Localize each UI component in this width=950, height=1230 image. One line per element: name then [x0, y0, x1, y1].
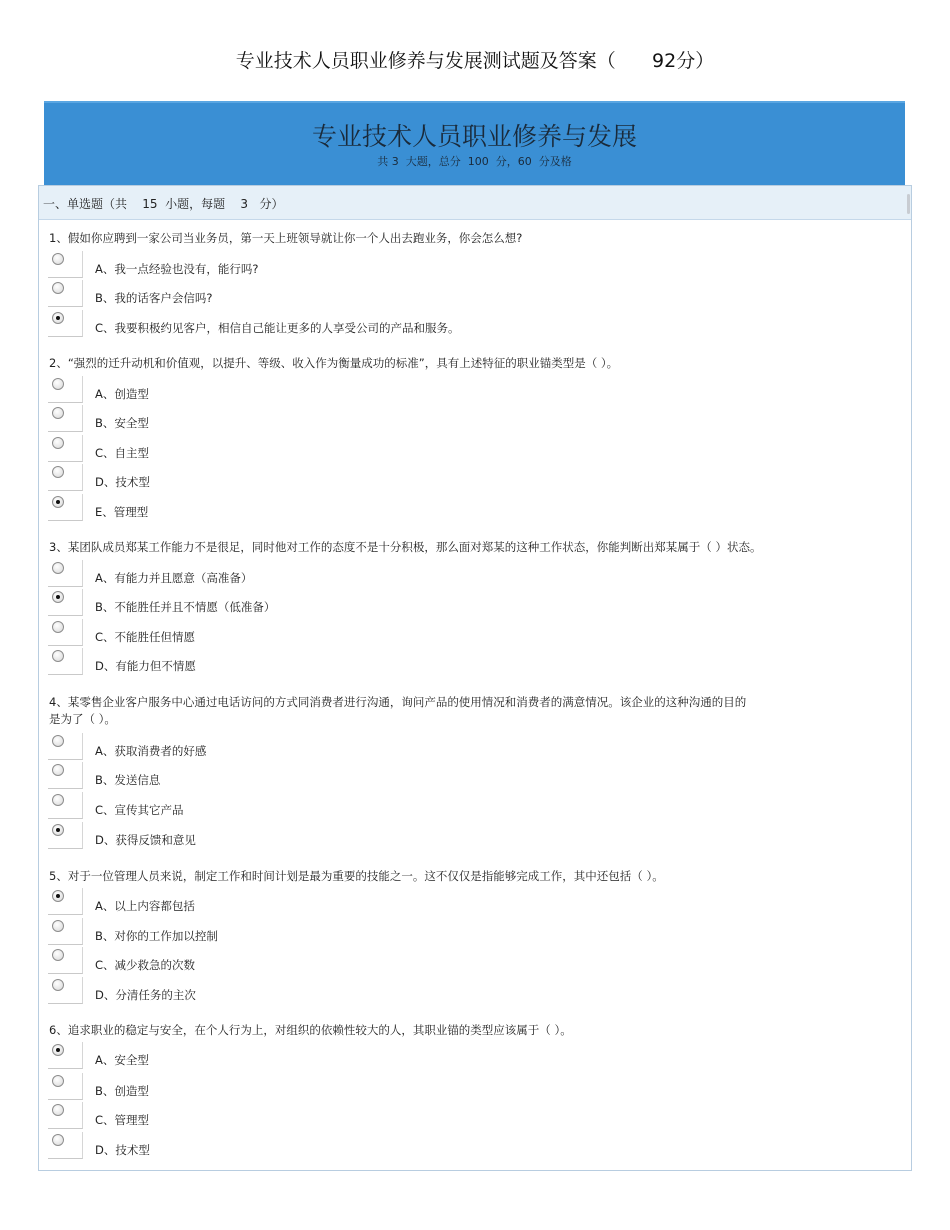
question-text: 5、对于一位管理人员来说，制定工作和时间计划是最为重要的技能之一。这不仅仅是指能够完成工作，其中还包括（ ）。: [49, 869, 664, 883]
scrollbar-thumb[interactable]: [907, 194, 910, 214]
radio-button-icon[interactable]: [52, 979, 64, 991]
option-radio[interactable]: [48, 1132, 83, 1159]
question-text: 6、追求职业的稳定与安全，在个人行为上，对组织的依赖性较大的人，其职业锚的类型应该属于（ ）。: [49, 1023, 572, 1037]
option-label: C、减少救急的次数: [95, 958, 196, 972]
option-radio[interactable]: [48, 1102, 83, 1129]
option-label: C、宣传其它产品: [95, 803, 184, 817]
option-label: B、创造型: [95, 1084, 149, 1098]
option-radio[interactable]: [48, 560, 83, 587]
option-radio[interactable]: [48, 280, 83, 307]
option-label: C、管理型: [95, 1113, 150, 1127]
option-label: B、安全型: [95, 416, 149, 430]
option-label: B、不能胜任并且不情愿（低准备）: [95, 600, 276, 614]
option-label: B、对你的工作加以控制: [95, 929, 218, 943]
section-header: [39, 186, 911, 220]
option-radio[interactable]: [48, 464, 83, 491]
radio-button-icon[interactable]: [52, 621, 64, 633]
radio-button-icon[interactable]: [52, 466, 64, 478]
question-text: 1、假如你应聘到一家公司当业务员，第一天上班领导就让你一个人出去跑业务，你会怎么想?: [49, 231, 523, 245]
option-radio[interactable]: [48, 494, 83, 521]
radio-button-icon[interactable]: [52, 650, 64, 662]
option-radio[interactable]: [48, 762, 83, 789]
option-label: D、技术型: [95, 1143, 150, 1157]
radio-button-icon[interactable]: [52, 562, 64, 574]
option-label: D、获得反馈和意见: [95, 833, 196, 847]
option-label: A、安全型: [95, 1053, 149, 1067]
section-title: 一、单选题（共 15 小题，每题 3 分）: [43, 197, 284, 211]
question-panel: [38, 185, 912, 1171]
radio-button-icon[interactable]: [52, 1104, 64, 1116]
radio-button-icon[interactable]: [52, 794, 64, 806]
question-text: 4、某零售企业客户服务中心通过电话访问的方式同消费者进行沟通，询问产品的使用情况和消费者的满意情况。该企业的这种沟通的目的 是为了（ ）。: [49, 695, 747, 726]
option-radio[interactable]: [48, 733, 83, 760]
radio-button-icon[interactable]: [52, 949, 64, 961]
option-label: D、有能力但不情愿: [95, 659, 196, 673]
option-radio[interactable]: [48, 619, 83, 646]
radio-checked-icon[interactable]: [52, 1044, 64, 1056]
option-label: A、创造型: [95, 387, 149, 401]
option-radio[interactable]: [48, 1073, 83, 1100]
exam-title: 专业技术人员职业修养与发展: [311, 122, 637, 151]
option-radio[interactable]: [48, 251, 83, 278]
document-title: 专业技术人员职业修养与发展测试题及答案（ 92分）: [235, 50, 715, 72]
option-radio[interactable]: [48, 918, 83, 945]
radio-button-icon[interactable]: [52, 282, 64, 294]
option-radio[interactable]: [48, 947, 83, 974]
option-label: A、以上内容都包括: [95, 899, 195, 913]
radio-checked-icon[interactable]: [52, 312, 64, 324]
option-radio[interactable]: [48, 977, 83, 1004]
option-radio[interactable]: [48, 1042, 83, 1069]
option-radio[interactable]: [48, 376, 83, 403]
option-radio[interactable]: [48, 310, 83, 337]
option-radio[interactable]: [48, 589, 83, 616]
option-label: C、我要积极约见客户，相信自己能让更多的人享受公司的产品和服务。: [95, 321, 460, 335]
option-radio[interactable]: [48, 822, 83, 849]
radio-button-icon[interactable]: [52, 407, 64, 419]
radio-checked-icon[interactable]: [52, 591, 64, 603]
radio-button-icon[interactable]: [52, 920, 64, 932]
option-label: E、管理型: [95, 505, 149, 519]
option-label: A、我一点经验也没有，能行吗?: [95, 262, 259, 276]
option-label: B、发送信息: [95, 773, 161, 787]
option-label: C、不能胜任但情愿: [95, 630, 196, 644]
option-radio[interactable]: [48, 888, 83, 915]
question-text: 3、某团队成员郑某工作能力不是很足，同时他对工作的态度不是十分积极，那么面对郑某的这种工作状态，你能判断出郑某属于（ ）状态。: [49, 540, 762, 554]
radio-button-icon[interactable]: [52, 253, 64, 265]
option-label: D、技术型: [95, 475, 150, 489]
exam-summary: 共 3 大题，总分 100 分，60 分及格: [377, 155, 572, 168]
radio-button-icon[interactable]: [52, 735, 64, 747]
radio-button-icon[interactable]: [52, 378, 64, 390]
radio-button-icon[interactable]: [52, 437, 64, 449]
radio-checked-icon[interactable]: [52, 824, 64, 836]
exam-banner: [44, 101, 905, 187]
option-label: D、分清任务的主次: [95, 988, 196, 1002]
option-label: B、我的话客户会信吗?: [95, 291, 213, 305]
radio-checked-icon[interactable]: [52, 496, 64, 508]
question-text: 2、“强烈的迁升动机和价值观，以提升、等级、收入作为衡量成功的标准”，具有上述特征的职业锚类型是（ ）。: [49, 356, 619, 370]
option-radio[interactable]: [48, 405, 83, 432]
option-radio[interactable]: [48, 435, 83, 462]
radio-checked-icon[interactable]: [52, 890, 64, 902]
option-label: A、获取消费者的好感: [95, 744, 207, 758]
radio-button-icon[interactable]: [52, 1075, 64, 1087]
option-label: A、有能力并且愿意（高准备）: [95, 571, 253, 585]
option-label: C、自主型: [95, 446, 150, 460]
radio-button-icon[interactable]: [52, 764, 64, 776]
option-radio[interactable]: [48, 648, 83, 675]
radio-button-icon[interactable]: [52, 1134, 64, 1146]
option-radio[interactable]: [48, 792, 83, 819]
